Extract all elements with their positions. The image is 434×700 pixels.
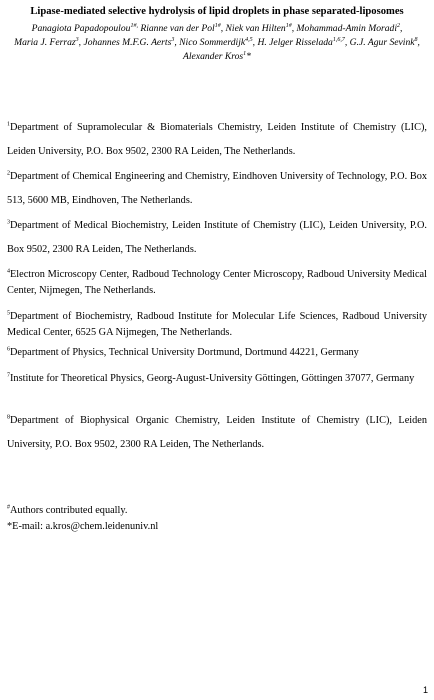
- author-separator: ,: [78, 37, 82, 48]
- affiliation-text: Institute for Theoretical Physics, Georg-August-University Göttingen, Göttingen 37077, Germany: [10, 373, 415, 384]
- author-separator: ,: [252, 37, 256, 48]
- affiliation-text: Department of Chemical Engineering and Chemistry, Eindhoven University of Technology, P.O. Box 513, 5600 MB, Eindhoven, The Netherlands.: [7, 171, 427, 206]
- equal-contribution-marker: #: [7, 504, 10, 511]
- author: [257, 37, 347, 48]
- paper-title: Lipase-mediated selective hydrolysis of lipid droplets in phase separated-liposomes: [30, 6, 404, 17]
- affiliation: [7, 371, 427, 387]
- author: [226, 23, 295, 34]
- author-separator: ,: [220, 23, 224, 34]
- affiliation-number: 1: [7, 121, 10, 128]
- author-affiliation-marker: 3: [75, 36, 79, 43]
- author-separator: ,: [400, 23, 403, 34]
- affiliation-number: 8: [7, 414, 10, 421]
- author-name: Nico Sommerdijk: [179, 37, 246, 48]
- author-name: Maria J. Ferraz: [14, 37, 76, 48]
- author-name: Mohammad-Amin Moradi: [296, 23, 398, 34]
- affiliation-text: Department of Supramolecular & Biomaterials Chemistry, Leiden Institute of Chemistry (LIC), Leiden University, P.O. Box 9502, 2300 RA Leiden, The Netherlands.: [7, 122, 427, 157]
- affiliation: [7, 267, 427, 299]
- affiliation-number: 4: [7, 268, 10, 275]
- author-name: H. Jelger Risselada: [257, 37, 333, 48]
- equal-contribution-note: [7, 503, 427, 519]
- affiliation-number: 3: [7, 219, 10, 226]
- affiliation-text: Department of Medical Biochemistry, Leiden Institute of Chemistry (LIC), Leiden University, P.O. Box 9502, 2300 RA Leiden, The Netherlands.: [7, 220, 427, 255]
- author-name: Johannes M.F.G. Aerts: [83, 37, 172, 48]
- affiliation-number: 5: [7, 310, 10, 317]
- affiliation-number: 2: [7, 170, 10, 177]
- affiliation-text: Department of Biophysical Organic Chemistry, Leiden Institute of Chemistry (LIC), Leiden University, P.O. Box 9502, 2300 RA Leiden, The Netherlands.: [7, 415, 427, 450]
- author: [183, 51, 251, 62]
- corresponding-email: *E-mail: a.kros@chem.leidenuniv.nl: [7, 521, 159, 532]
- affiliation-number: 7: [7, 372, 10, 379]
- author: [14, 37, 81, 48]
- author-name: Panagiota Papadopoulou: [31, 23, 131, 34]
- author-separator: ,: [174, 37, 177, 48]
- affiliation: [7, 345, 427, 361]
- affiliation: [7, 165, 427, 213]
- author-separator: ,: [344, 37, 348, 48]
- author-separator: ,: [291, 23, 295, 34]
- author-affiliation-marker: 1#: [214, 22, 221, 29]
- author-affiliation-marker: 1: [243, 50, 247, 57]
- author-affiliation-marker: 4,5: [245, 36, 253, 43]
- author: [350, 37, 420, 48]
- affiliation-number: 6: [7, 346, 10, 353]
- affiliation-text: Department of Biochemistry, Radboud Institute for Molecular Life Sciences, Radboud University Medical Center, 6525 GA Nijmegen, The Netherlands.: [7, 311, 427, 338]
- author-separator: ,: [417, 37, 420, 48]
- affiliation-text: Department of Physics, Technical University Dortmund, Dortmund 44221, Germany: [10, 347, 359, 358]
- affiliation: [7, 309, 427, 341]
- author-name: Alexander Kros: [183, 51, 244, 62]
- affiliation-text: Electron Microscopy Center, Radboud Technology Center Microscopy, Radboud University Medical Center, Nijmegen, The Netherlands.: [7, 269, 427, 296]
- page-number: 1: [422, 685, 428, 695]
- author: [32, 23, 138, 34]
- author-name: Rianne van der Pol: [140, 23, 215, 34]
- author-separator: *: [246, 51, 251, 62]
- author-affiliation-marker: 1#,: [130, 22, 138, 29]
- author-list: [14, 22, 420, 64]
- equal-contribution-text: Authors contributed equally.: [10, 505, 128, 516]
- author-affiliation-marker: 1#: [285, 22, 292, 29]
- affiliation: [7, 116, 427, 164]
- author-affiliation-marker: 3: [171, 36, 175, 43]
- author-affiliation-marker: 2: [397, 22, 401, 29]
- author-affiliation-marker: 8: [414, 36, 418, 43]
- author: [140, 23, 223, 34]
- affiliation: [7, 409, 427, 457]
- author-name: Niek van Hilten: [225, 23, 286, 34]
- author: [83, 37, 176, 48]
- author: [179, 37, 255, 48]
- affiliation: [7, 214, 427, 262]
- author-affiliation-marker: 1,6,7: [332, 36, 345, 43]
- author: [297, 23, 403, 34]
- author-name: G.J. Agur Sevink: [349, 37, 415, 48]
- author-notes: [7, 503, 427, 535]
